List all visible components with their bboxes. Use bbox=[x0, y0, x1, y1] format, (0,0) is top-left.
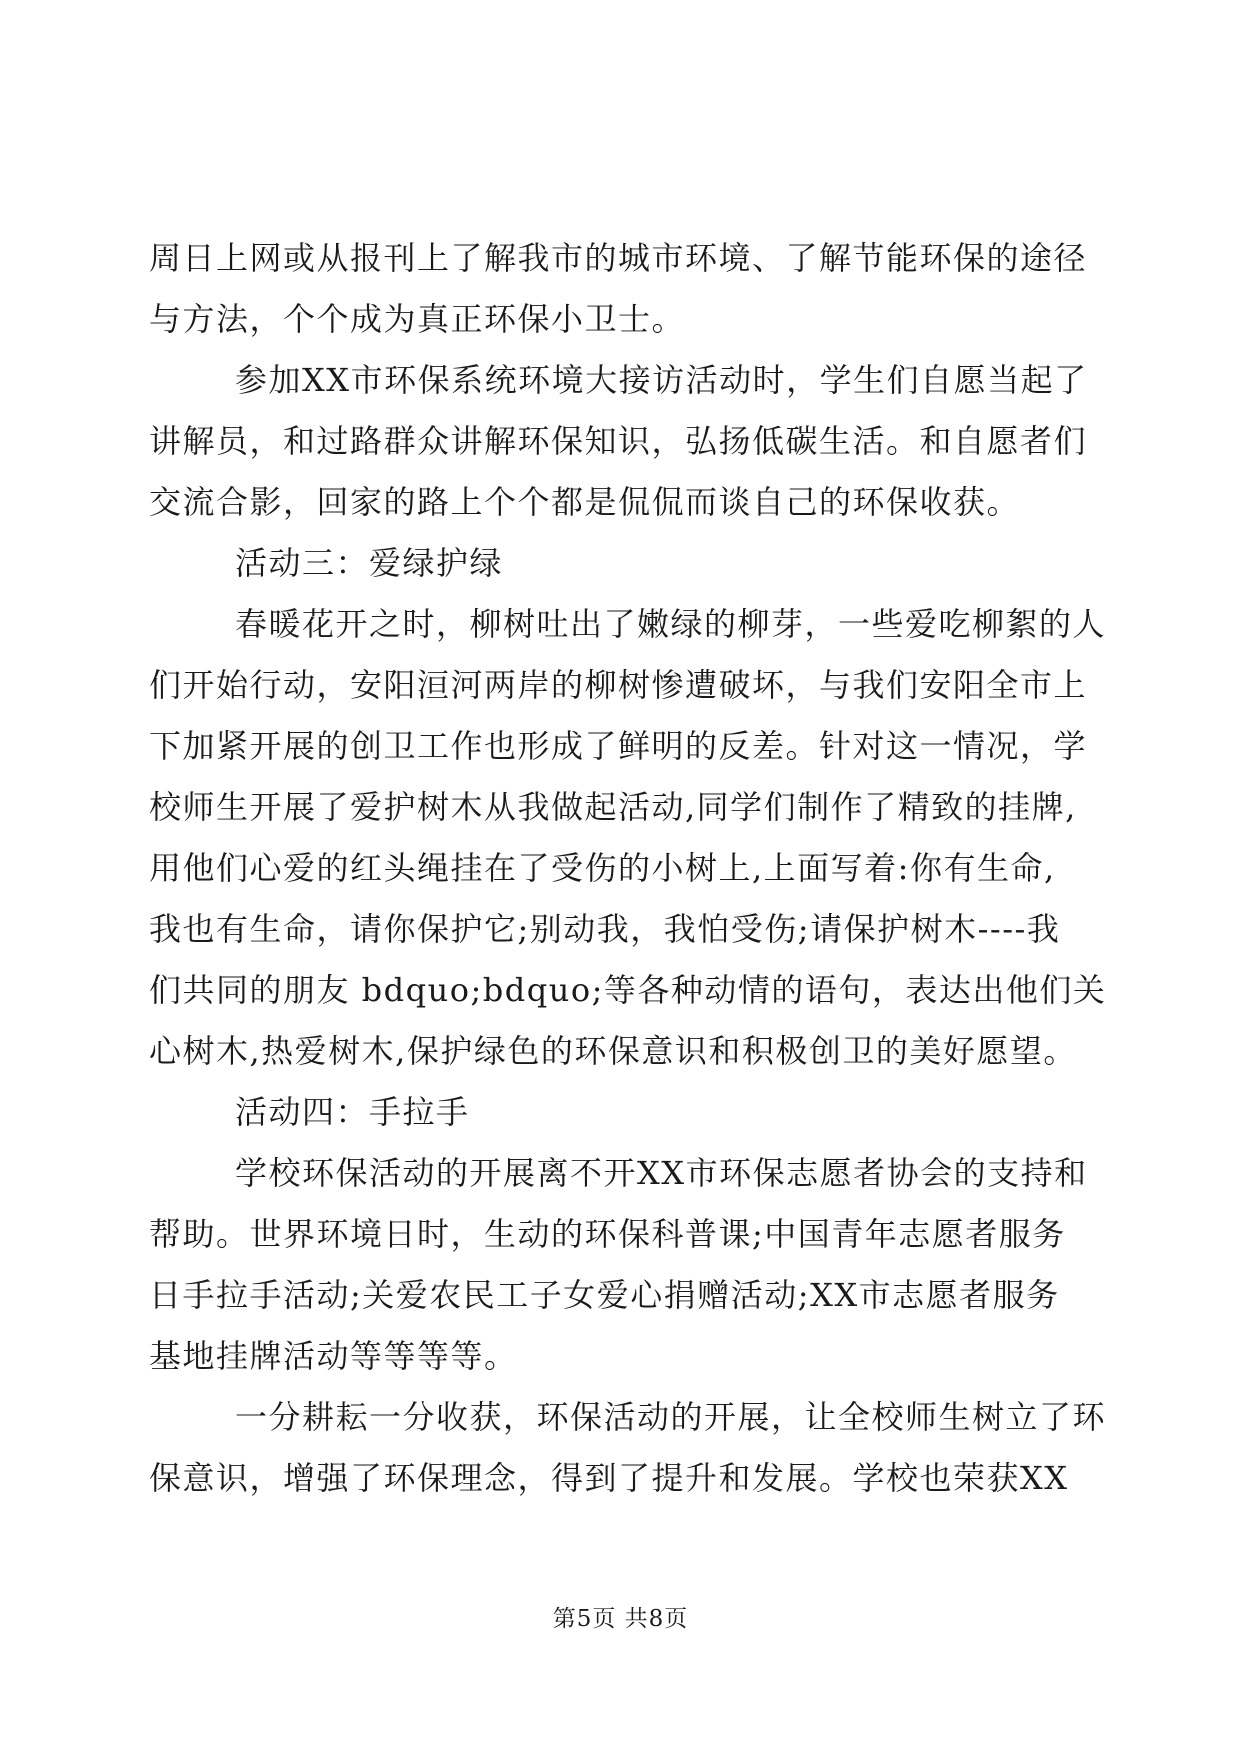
paragraph bbox=[149, 594, 1107, 1082]
text-line: 基地挂牌活动等等等等。 bbox=[149, 1337, 518, 1375]
text-line: 帮助。世界环境日时，生动的环保科普课;中国青年志愿者服务 bbox=[149, 1215, 1066, 1253]
text-line: 下加紧开展的创卫工作也形成了鲜明的反差。针对这一情况，学 bbox=[149, 727, 1088, 765]
text-line: 讲解员，和过路群众讲解环保知识，弘扬低碳生活。和自愿者们 bbox=[149, 422, 1088, 460]
text-line: 心树木,热爱树木,保护绿色的环保意识和积极创卫的美好愿望。 bbox=[149, 1032, 1077, 1070]
text-line: 与方法，个个成为真正环保小卫士。 bbox=[149, 300, 686, 338]
text-line: 校师生开展了爱护树木从我做起活动,同学们制作了精致的挂牌, bbox=[149, 788, 1077, 826]
text-line: 活动四：手拉手 bbox=[235, 1093, 470, 1131]
text-line: 保意识，增强了环保理念，得到了提升和发展。学校也荣获XX bbox=[149, 1459, 1069, 1497]
section-heading bbox=[149, 1082, 1084, 1143]
paragraph bbox=[149, 228, 1088, 350]
text-line: 一分耕耘一分收获，环保活动的开展，让全校师生树立了环 bbox=[235, 1398, 1107, 1436]
section-heading bbox=[149, 533, 1084, 594]
text-line: 活动三：爱绿护绿 bbox=[235, 544, 504, 582]
text-line: 春暖花开之时，柳树吐出了嫩绿的柳芽，一些爱吃柳絮的人 bbox=[235, 605, 1107, 643]
text-line: 用他们心爱的红头绳挂在了受伤的小树上,上面写着:你有生命, bbox=[149, 849, 1056, 887]
paragraph bbox=[149, 1387, 1107, 1509]
text-line: 日手拉手活动;关爱农民工子女爱心捐赠活动;XX市志愿者服务 bbox=[149, 1276, 1060, 1314]
page-number-footer: 第5页 共8页 bbox=[552, 1606, 689, 1632]
text-line: 交流合影，回家的路上个个都是侃侃而谈自己的环保收获。 bbox=[149, 483, 1021, 521]
text-line: 我也有生命，请你保护它;别动我，我怕受伤;请保护树木----我 bbox=[149, 910, 1061, 948]
text-line: 参加XX市环保系统环境大接访活动时，学生们自愿当起了 bbox=[235, 361, 1088, 399]
text-line: 们开始行动，安阳洹河两岸的柳树惨遭破坏，与我们安阳全市上 bbox=[149, 666, 1088, 704]
document-body bbox=[149, 228, 1107, 1509]
text-line: 学校环保活动的开展离不开XX市环保志愿者协会的支持和 bbox=[235, 1154, 1088, 1192]
text-line: 周日上网或从报刊上了解我市的城市环境、了解节能环保的途径 bbox=[149, 239, 1088, 277]
text-line: 们共同的朋友 bdquo;bdquo;等各种动情的语句，表达出他们关 bbox=[149, 971, 1107, 1009]
paragraph bbox=[149, 1143, 1088, 1387]
paragraph bbox=[149, 350, 1088, 533]
